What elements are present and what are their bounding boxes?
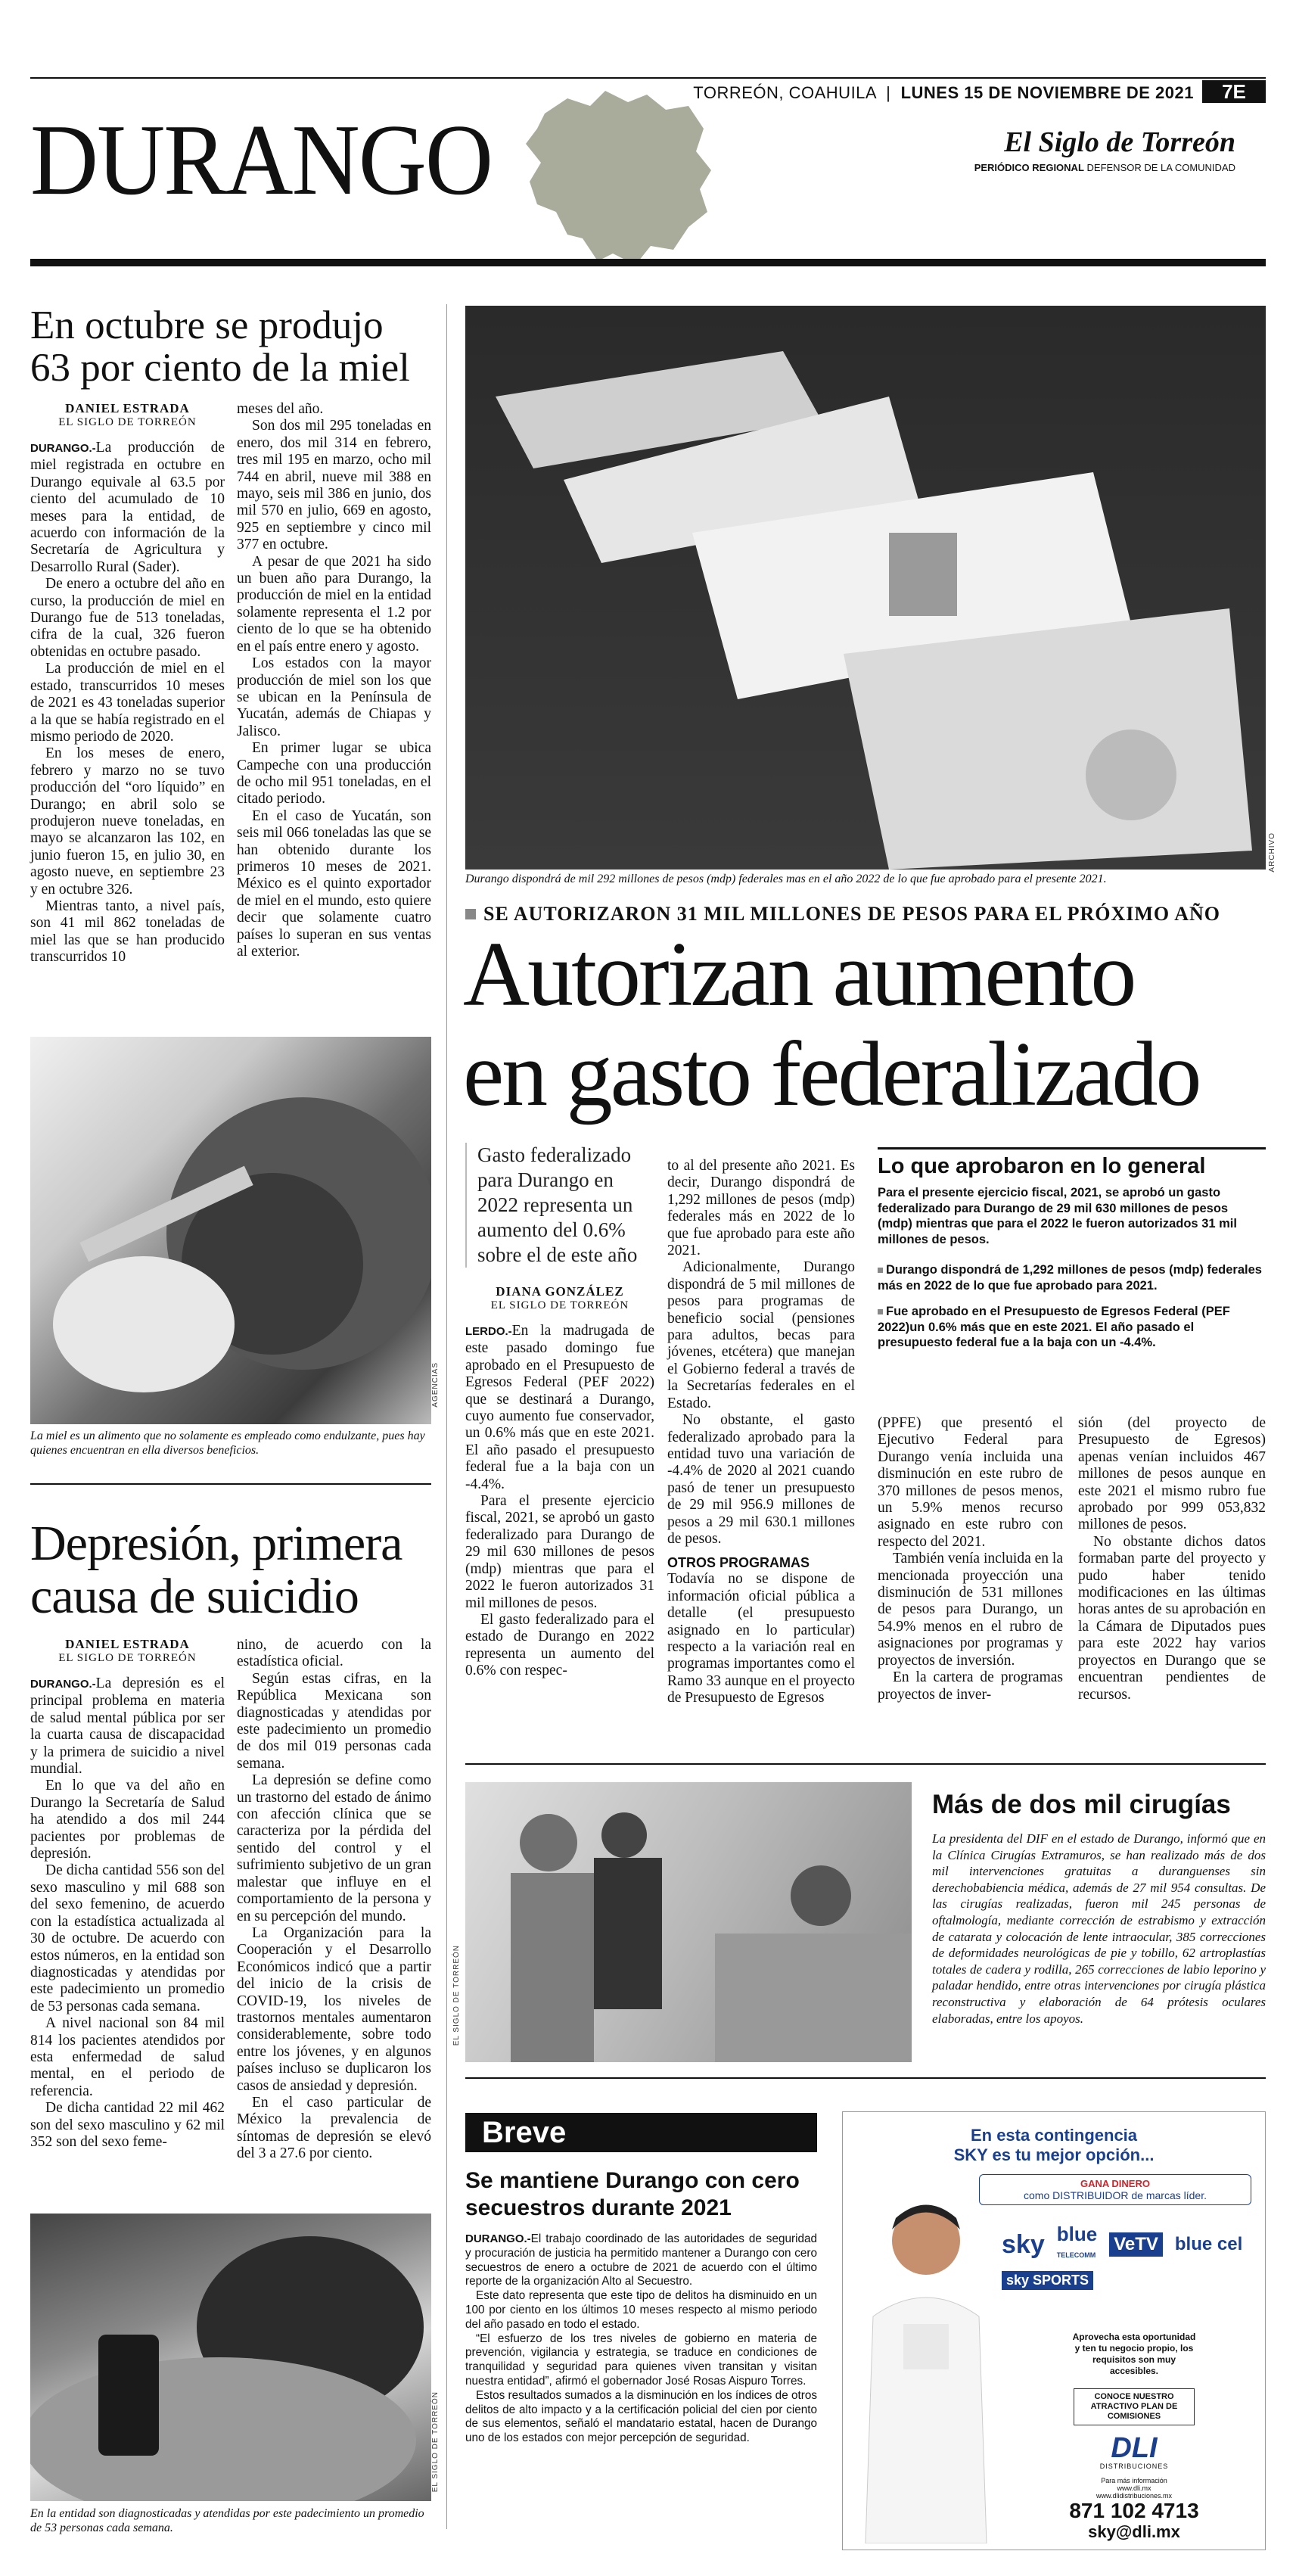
article-body bbox=[237, 1637, 431, 2163]
masthead bbox=[30, 73, 1266, 269]
ad-person-illustration bbox=[850, 2188, 1002, 2543]
clinic-visit-illustration bbox=[465, 1782, 912, 2062]
info-box-list bbox=[878, 1262, 1266, 1351]
ad-pitch: Aprovecha esta oportunidad y ten tu negocio propio, los requisitos son muy accesibles. bbox=[1072, 2332, 1196, 2376]
paragraph: En primer lugar se ubica Campeche con una producción de ocho mil 951 toneladas, en el citado periodo. bbox=[237, 740, 431, 807]
advertisement-sky bbox=[842, 2111, 1266, 2550]
gasto-column-4 bbox=[1078, 1415, 1266, 1703]
breve-label: Breve bbox=[465, 2113, 817, 2152]
info-box-item: Fue aprobado en el Presupuesto de Egresos Federal (PEF 2022)un 0.6% más que en este 2021. El año pasado el presupuesto federal fue a la baja con un -4.4%. bbox=[878, 1305, 1230, 1349]
paragraph: (PPFE) que presentó el Ejecutivo Federal para Durango venía incluida una disminución en este rubro de 370 millones de pesos menos, un 5.9% menos recurso asignado en este rubro con respecto del 2021. bbox=[878, 1415, 1063, 1550]
photo-caption: En la entidad son diagnosticadas y atendidas por este padecimiento un promedio de 53 personas cada semana. bbox=[30, 2507, 424, 2534]
paragraph: En el caso particular de México la prevalencia de síntomas de depresión se elevó del 3 a 27.6 por ciento. bbox=[237, 2094, 431, 2162]
paper-tagline: PERIÓDICO REGIONAL DEFENSOR DE LA COMUNIDAD bbox=[974, 162, 1235, 173]
dateline: DURANGO.- bbox=[30, 442, 96, 455]
divider bbox=[465, 1763, 1266, 1765]
info-box-item: Durango dispondrá de 1,292 millones de pesos (mdp) federales más en 2022 de lo que fue aprobado para 2021. bbox=[878, 1263, 1262, 1293]
paragraph: meses del año. bbox=[237, 401, 324, 417]
paragraph: El gasto federalizado para el estado de Durango en 2022 representa un aumento del 0.6% con respec- bbox=[465, 1611, 654, 1679]
paragraph: En el caso de Yucatán, son seis mil 066 toneladas las que se han obtenido durante los primeros 10 meses de 2021. México es el quinto exportador de miel en el mundo, esto quiere decir que solamente cuatro países lo superan en sus ventas al exterior. bbox=[237, 807, 431, 960]
article-depresion bbox=[30, 1517, 431, 2163]
byline-author: DANIEL ESTRADA bbox=[65, 401, 190, 415]
byline-outlet: EL SIGLO DE TORREÓN bbox=[490, 1299, 629, 1311]
dateline: DURANGO.- bbox=[465, 2232, 531, 2245]
article-headline: Depresión, primera causa de suicidio bbox=[30, 1516, 402, 1624]
kicker-square-icon bbox=[465, 909, 476, 919]
article-body bbox=[1078, 1415, 1266, 1703]
paragraph: A pesar de que 2021 ha sido un buen año para Durango, la producción de miel en la entidad solamente representa el 1.2 por ciento de lo que se ha obtenido en el país entre enero y agosto. bbox=[237, 553, 431, 655]
paragraph: A nivel nacional son 84 mil 814 los pacientes atendidos por esta enfermedad de salud mental, en el periodo de referencia. bbox=[30, 2015, 225, 2099]
paragraph: Todavía no se dispone de información oficial pública a detalle (el presupuesto asignado en lo particular) respecto a la variación real en programas importantes como el Ramo 33 aunque en el proyecto de Presupuesto de Egresos bbox=[667, 1571, 855, 1706]
header-location: TORREÓN, COAHUILA bbox=[693, 83, 876, 102]
dateline: LERDO.- bbox=[465, 1325, 512, 1338]
article-cirugias bbox=[932, 1790, 1266, 2027]
ad-email[interactable]: sky@dli.mx bbox=[1088, 2522, 1180, 2541]
gasto-column-1 bbox=[465, 1143, 654, 1680]
breve-headline: Se mantiene Durango con cero secuestros durante 2021 bbox=[465, 2168, 800, 2220]
photo-miel bbox=[30, 1037, 431, 1424]
dateline: DURANGO.- bbox=[30, 1678, 96, 1691]
article-headline: Más de dos mil cirugías bbox=[932, 1790, 1231, 1819]
ad-headline: En esta contingencia SKY es tu mejor opción... bbox=[953, 2126, 1155, 2164]
gasto-column-3 bbox=[878, 1415, 1063, 1703]
gasto-column-2 bbox=[667, 1158, 855, 1707]
byline-author: DANIEL ESTRADA bbox=[65, 1637, 190, 1651]
durango-map-icon bbox=[514, 83, 719, 272]
byline-outlet: EL SIGLO DE TORREÓN bbox=[58, 416, 197, 428]
paragraph: Según estas cifras, en la República Mexicana son diagnosticadas y atendidas por este padecimiento un promedio de dos mil 019 personas cada semana. bbox=[237, 1670, 431, 1772]
photo-credit: EL SIGLO DE TORREÓN bbox=[431, 2391, 440, 2493]
byline-outlet: EL SIGLO DE TORREÓN bbox=[58, 1652, 197, 1664]
paragraph: De enero a octubre del año en curso, la producción de miel en Durango fue de 513 toneladas, cifra de la cual, 326 fueron obtenidas en octubre pasado. bbox=[30, 576, 225, 660]
article-body bbox=[465, 1323, 654, 1680]
paragraph: En los meses de enero, febrero y marzo no se tuvo producción del “oro líquido” en Durango; en abril solo se produjeron nueve toneladas, en mayo se alcanzaron las 102, en junio fueron 15, en julio 30, en agosto nueve, en septiembre 23 y en octubre 326. bbox=[30, 745, 225, 898]
banknotes-illustration bbox=[465, 306, 1266, 870]
honeycomb-illustration bbox=[30, 1037, 431, 1424]
paragraph: Estos resultados sumados a la disminución en los índices de otros delitos de alto impacto y a la certificación policial del cien por ciento de sus elementos, señaló el mandatario estatal, hacen de Durango uno de los estados con mejor percepción de seguridad. bbox=[465, 2388, 817, 2445]
paragraph: En la cartera de programas proyectos de inver- bbox=[878, 1669, 1063, 1703]
divider bbox=[465, 2077, 1266, 2079]
photo-billetes bbox=[465, 306, 1266, 870]
paragraph: No obstante dichos datos formaban parte del proyecto y pudo haber tenido modificaciones en las últimas horas antes de su aprobación en la Cámara de Diputados pues para este 2022 hay varios proyectos en Durango que se encuentran pendientes de recursos. bbox=[1078, 1533, 1266, 1703]
ad-contact: Para más información www.dli.mx www.dlidistribuciones.mx 871 102 4713 sky@dli.mx bbox=[1009, 2477, 1259, 2542]
paper-name: El Siglo de Torreón bbox=[1004, 126, 1235, 158]
photo-credit: AGENCIAS bbox=[431, 1362, 440, 1408]
page-number: 7E bbox=[1202, 80, 1266, 103]
article-body bbox=[667, 1158, 855, 1548]
header-location-date: TORREÓN, COAHUILA | LUNES 15 DE NOVIEMBRE DE 2021 bbox=[693, 83, 1194, 102]
vetv-logo: VeTV bbox=[1109, 2232, 1163, 2257]
paragraph: DURANGO.-La depresión es el principal problema en materia de salud mental pública por ser la cuarta causa de discapacidad y la primera de suicidio a nivel mundial. bbox=[30, 1675, 225, 1778]
photo-depresion bbox=[30, 2214, 431, 2501]
person-with-phone-illustration bbox=[30, 2214, 431, 2501]
ad-earn-box: GANA DINERO como DISTRIBUIDOR de marcas líder. bbox=[979, 2174, 1251, 2205]
blue-telecomm-logo: blue TELECOMM bbox=[1056, 2223, 1098, 2259]
divider bbox=[30, 1483, 431, 1485]
photo-cirugias bbox=[465, 1782, 912, 2062]
paragraph: La producción de miel en el estado, transcurridos 10 meses de 2021 es 43 toneladas superior a la que se había registrado en el mismo periodo de 2020. bbox=[30, 661, 225, 745]
photo-caption: La miel es un alimento que no solamente es empleado como endulzante, pues hay quienes encuentran en ella diversos beneficios. bbox=[30, 1430, 425, 1457]
header-date: LUNES 15 DE NOVIEMBRE DE 2021 bbox=[900, 83, 1194, 102]
ad-cta: CONOCE NUESTRO ATRACTIVO PLAN DE COMISIONES bbox=[1074, 2388, 1195, 2425]
info-box-intro: Para el presente ejercicio fiscal, 2021, se aprobó un gasto federalizado para Durango de 29 mil 630 millones de pesos (mdp) mientras que para el 2022 le fueron autorizados 31 mil millones de pesos. bbox=[878, 1186, 1237, 1246]
paragraph: En lo que va del año en Durango la Secretaría de Salud ha atendido a dos mil 244 pacientes por problemas de depresión. bbox=[30, 1778, 225, 1862]
miel-column-2 bbox=[237, 401, 431, 966]
masthead-bottom-rule bbox=[30, 259, 1266, 266]
kicker: SE AUTORIZARON 31 MIL MILLONES DE PESOS PARA EL PRÓXIMO AÑO bbox=[465, 903, 1266, 926]
paragraph: sión (del proyecto de Presupuesto de Egresos) apenas venían incluidos 467 millones de pesos aunque en este 2021 el mismo rubro fue aprobado por 999 053,832 millones de pesos. bbox=[1078, 1415, 1266, 1533]
paragraph: También venía incluida en la mencionada proyección una disminución de 531 millones de pesos para Durango, un 54.9% menos en el rubro de asignaciones por programas y proyectos de inversión. bbox=[878, 1551, 1063, 1669]
paragraph: Mientras tanto, a nivel país, son 41 mil 862 toneladas de miel las que se han producido transcurridos 10 bbox=[30, 898, 225, 966]
sky-sports-logo: sky SPORTS bbox=[1002, 2271, 1093, 2290]
depresion-column-1 bbox=[30, 1637, 225, 2163]
article-headline: En octubre se produjo 63 por ciento de la miel bbox=[30, 303, 410, 390]
ad-phone[interactable]: 871 102 4713 bbox=[1069, 2499, 1199, 2522]
main-headline: Autorizan aumento en gasto federalizado bbox=[463, 923, 1200, 1125]
ad-brand-logos bbox=[1002, 2223, 1251, 2290]
breve-section bbox=[465, 2113, 817, 2446]
paragraph: La depresión se define como un trastorno del estado de ánimo con afección clínica que se caracteriza por la pérdida del sentido del control y el sufrimiento subjetivo de un gran malestar que influye en el comportamiento de la persona y en su percepción del mundo. bbox=[237, 1772, 431, 1924]
article-body bbox=[237, 401, 431, 960]
bullet-square-icon bbox=[878, 1309, 883, 1314]
paragraph: “El esfuerzo de los tres niveles de gobierno en materia de prevención, vigilancia y estrategia, se traduce en condiciones de tranquilidad y seguridad para quienes viven transitan y visitan nuestra entidad”, afirmó el gobernador José Rosas Aispuro Torres. bbox=[465, 2332, 817, 2388]
byline-author: DIANA GONZÁLEZ bbox=[496, 1284, 624, 1299]
paragraph: Para el presente ejercicio fiscal, 2021, se aprobó un gasto federalizado para Durango de 29 mil 630 millones de pesos (mdp) mientras que para el 2022 le fueron autorizados 31 mil millones de pesos. bbox=[465, 1493, 654, 1611]
article-deck: Gasto federalizado para Durango en 2022 representa un aumento del 0.6% sobre el de este año bbox=[465, 1143, 654, 1268]
dli-logo: DLI DISTRIBUCIONES bbox=[1099, 2432, 1169, 2470]
article-body bbox=[30, 440, 225, 966]
top-rule bbox=[30, 77, 1266, 79]
info-box-title: Lo que aprobaron en lo general bbox=[878, 1154, 1206, 1178]
article-body bbox=[878, 1415, 1063, 1703]
photo-credit: EL SIGLO DE TORREÓN bbox=[452, 1945, 461, 2046]
paragraph: DURANGO.-El trabajo coordinado de las autoridades de seguridad y procuración de justicia ha permitido mantener a Durango con cero secuestros de enero a octubre de 2021 de acuerdo con el último reporte de la organización Alto al Secuestro. bbox=[465, 2232, 817, 2288]
section-title: DURANGO bbox=[30, 104, 493, 216]
article-body bbox=[667, 1571, 855, 1706]
bluecel-logo: blue cel bbox=[1174, 2234, 1243, 2254]
paragraph: No obstante, el gasto federalizado aprobado para la entidad tuvo una variación de -4.4% de 2020 al 2021 cuando pasó de tener un presupuesto de 29 mil 956.9 millones de pesos a 29 mil 630.1 millones de pesos. bbox=[667, 1412, 855, 1547]
paragraph: Este dato representa que este tipo de delitos ha disminuido en un 100 por ciento en los últimos 10 meses respecto al mismo periodo del año pasado en todo el estado. bbox=[465, 2289, 817, 2331]
paragraph: to al del presente año 2021. Es decir, Durango dispondrá de 1,292 millones de pesos (mdp) federales más en 2022 de lo que fue aprobado para este año 2021. bbox=[667, 1158, 855, 1259]
column-separator bbox=[446, 304, 447, 2529]
photo-caption: Durango dispondrá de mil 292 millones de pesos (mdp) federales mas en el año 2022 de lo que fue aprobado para el presente 2021. bbox=[465, 873, 1107, 885]
breve-body bbox=[465, 2232, 817, 2446]
article-body: La presidenta del DIF en el estado de Durango, informó que en la Clínica Cirugías Extramuros, se han realizado más de dos mil intervenciones gratuitas a duranguenses sin derechobabiencia médica, además de 27 mil 954 consultas. De las cirugías realizadas, fueron mil 245 personas de oftalmología, mediante corrección de estrabismo y extracción de catarata y colocación de lente intraocular, 385 correcciones de deformidades neurológicas de pie y tobillo, 62 artroplastías totales de cadera y rodilla, 265 correcciones de labio leporino y paladar hendido, entre otras intervenciones por cirugía plástica reconstructiva y elaboración de 64 prótesis oculares elaboradas, entre los apoyos. bbox=[932, 1831, 1266, 2026]
article-body bbox=[30, 1675, 225, 2151]
paragraph: De dicha cantidad 556 son del sexo masculino y mil 688 son del sexo femenino, de acuerdo con la estadística actualizada al 30 de octubre. De acuerdo con estos números, en la entidad son diagnosticadas y atendidas por este padecimiento un promedio de 53 personas cada semana. bbox=[30, 1862, 225, 2014]
paragraph: Son dos mil 295 toneladas en enero, dos mil 314 en febrero, tres mil 195 en marzo, ocho mil 744 en abril, nueve mil 388 en mayo, seis mil 386 en junio, dos mil 570 en julio, 669 en agosto, 925 en septiembre y cinco mil 377 en octubre. bbox=[237, 418, 431, 553]
paragraph: Los estados con la mayor producción de miel son los que se ubican en la Península de Yucatán, además de Chiapas y Jalisco. bbox=[237, 655, 431, 739]
photo-credit: ARCHIVO bbox=[1268, 832, 1276, 873]
paragraph: DURANGO.-La producción de miel registrada en octubre en Durango equivale al 63.5 por ciento del acumulado de 10 meses para la entidad, de acuerdo con información de la Secretaría de Agricultura y Desarrollo Rural (Sader). bbox=[30, 440, 225, 575]
paragraph: Adicionalmente, Durango dispondrá de 5 mil millones de pesos para programas de beneficio social (pensiones para adultos, becas para jóvenes, etcétera) que manejan el Gobierno federal a través de la Secretarías federales en el Estado. bbox=[667, 1259, 855, 1411]
article-miel bbox=[30, 304, 431, 966]
info-box bbox=[878, 1147, 1266, 1361]
article-subhead: OTROS PROGRAMAS bbox=[667, 1555, 810, 1571]
paragraph: La Organización para la Cooperación y el Desarrollo Económicos indicó que a partir del inicio de la crisis de COVID-19, los niveles de trastornos mentales aumentaron considerablemente, sobre todo entre los jóvenes, y en algunos países incluso se duplicaron los casos de ansiedad y depresión. bbox=[237, 1924, 431, 2094]
paragraph: nino, de acuerdo con la estadística oficial. bbox=[237, 1637, 431, 1670]
sky-logo: sky bbox=[1002, 2229, 1045, 2259]
depresion-column-2 bbox=[237, 1637, 431, 2163]
bullet-square-icon bbox=[878, 1268, 883, 1273]
paragraph: LERDO.-En la madrugada de este pasado domingo fue aprobado en el Presupuesto de Egresos Federal (PEF 2022) que se destinará a Durango, cuyo aumento fue conservador, un 0.6% más que en este 2021. El año pasado el presupuesto federal fue a la baja con un -4.4%. bbox=[465, 1323, 654, 1492]
miel-column-1 bbox=[30, 401, 225, 966]
paragraph: De dicha cantidad 22 mil 462 son del sexo masculino y 62 mil 352 son del sexo feme- bbox=[30, 2100, 225, 2150]
